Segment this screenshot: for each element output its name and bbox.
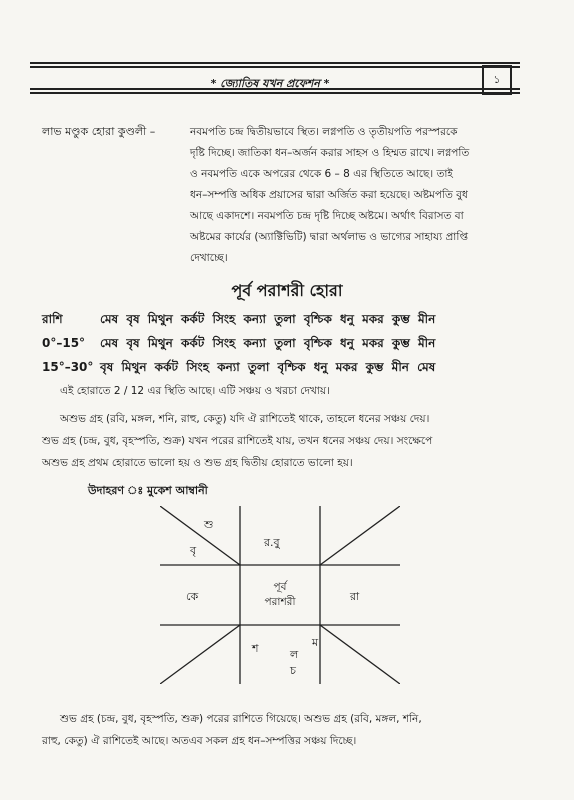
rule-line: অশুভ গ্রহ প্রথম হোরাতে ভালো হয় ও শুভ গ্রহ দ্বিতীয় হোরাতে ভালো হয়। (42, 457, 353, 469)
rashi-table (42, 307, 435, 379)
chart-label-bri: বৃ (190, 544, 197, 557)
intro-line: দেখাচ্ছে। (190, 252, 228, 264)
rashi-row-head: রাশি (42, 312, 63, 326)
chart-label-la: ল (290, 648, 299, 661)
rashi-row-head: 0°–15° (42, 336, 86, 350)
intro-line: ও নবমপতি একে অপরের থেকে 6 – 8 এর স্থিতিতে আছে। তাই (190, 168, 453, 180)
rashi-row-head: 15°–30° (42, 360, 94, 374)
rashi-row-cells: মেষ বৃষ মিথুন কর্কট সিংহ কন্যা তুলা বৃশ্চিক ধনু মকর কুম্ভ মীন (100, 336, 436, 350)
intro-line: আছে একাদশে। নবমপতি চন্দ্র দৃষ্টি দিচ্ছে অষ্টমে। অর্থাৎ বিরাসত বা (190, 210, 464, 222)
rashi-row-cells: মেষ বৃষ মিথুন কর্কট সিংহ কন্যা তুলা বৃশ্চিক ধনু মকর কুম্ভ মীন (100, 312, 436, 326)
chart-center-line: পরাশরী (264, 596, 296, 608)
note-line: এই হোরাতে 2 / 12 এর স্থিতি আছে। এটি সঞ্চয় ও খরচা দেখায়। (60, 385, 330, 397)
chart-center-label (240, 580, 320, 610)
rashi-row (42, 307, 435, 331)
conclusion-line: রাহু, কেতু) ঐ রাশিতেই আছে। অতএব সকল গ্রহ ধন–সম্পত্তির সঞ্চয় দিচ্ছে। (42, 735, 357, 747)
conclusion-paragraph (42, 708, 522, 752)
section-title: পূর্ব পরাশরী হোরা (231, 281, 343, 300)
rashi-row-cells: বৃষ মিথুন কর্কট সিংহ কন্যা তুলা বৃশ্চিক ধনু মকর কুম্ভ মীন মেষ (100, 360, 436, 374)
rule-line: অশুভ গ্রহ (রবি, মঙ্গল, শনি, রাহু, কেতু) যদি ঐ রাশিতেই থাকে, তাহলে ধনের সঞ্চয় দেয়। (60, 413, 430, 425)
chart-label-cha: চ (290, 664, 296, 677)
intro-line: ধন–সম্পত্তি অধিক প্রয়াসের দ্বারা অর্জিত করা হয়েছে। অষ্টমপতি বুধ (190, 189, 468, 201)
example-label: উদাহরণ ঃ মুকেশ আম্বানী (88, 484, 208, 497)
intro-line: দৃষ্টি দিচ্ছে। জাতিকা ধন–অর্জন করার সাহস ও হিম্মত রাখে। লগ্নপতি (190, 147, 470, 159)
intro-line: নবমপতি চন্দ্র দ্বিতীয়ভাবে স্থিত। লগ্নপতি ও তৃতীয়পতি পরস্পরকে (190, 126, 458, 138)
page-number: ১ (482, 65, 512, 95)
rashi-row (42, 331, 435, 355)
chart-center-line: পূর্ব (273, 581, 287, 593)
rules-paragraph (42, 408, 522, 474)
intro-line: অষ্টমের কার্যের (অ্যাক্টিভিটি) দ্বারা অর্থলাভ ও ভাগ্যের সাহায্য প্রাপ্তি (190, 231, 468, 243)
chart-label-rabu: র.বু (264, 536, 280, 549)
chart-label-ma: ম (312, 636, 319, 649)
chart-label-sha: শ (252, 642, 259, 655)
rashi-row (42, 355, 435, 379)
chart-label-ke: কে (186, 590, 199, 603)
intro-label: লাভ মণ্ডুক হোরা কুণ্ডলী – (42, 125, 156, 138)
conclusion-line: শুভ গ্রহ (চন্দ্র, বুধ, বৃহস্পতি, শুক্র) পরের রাশিতে গিয়েছে। অশুভ গ্রহ (রবি, মঙ্গল, শনি, (60, 713, 422, 725)
chart-label-shu: শু (204, 518, 214, 531)
intro-paragraph (190, 122, 520, 269)
chart-label-ra: রা (350, 590, 360, 603)
horoscope-chart (160, 506, 400, 684)
rule-line: শুভ গ্রহ (চন্দ্র, বুধ, বৃহস্পতি, শুক্র) যখন পরের রাশিতেই যায়, তখন ধনের সঞ্চয় দেয়। সংক্ষেপে (42, 435, 433, 447)
page-header-title: * জ্যোতিষ যখন প্রফেশন * (210, 77, 330, 90)
